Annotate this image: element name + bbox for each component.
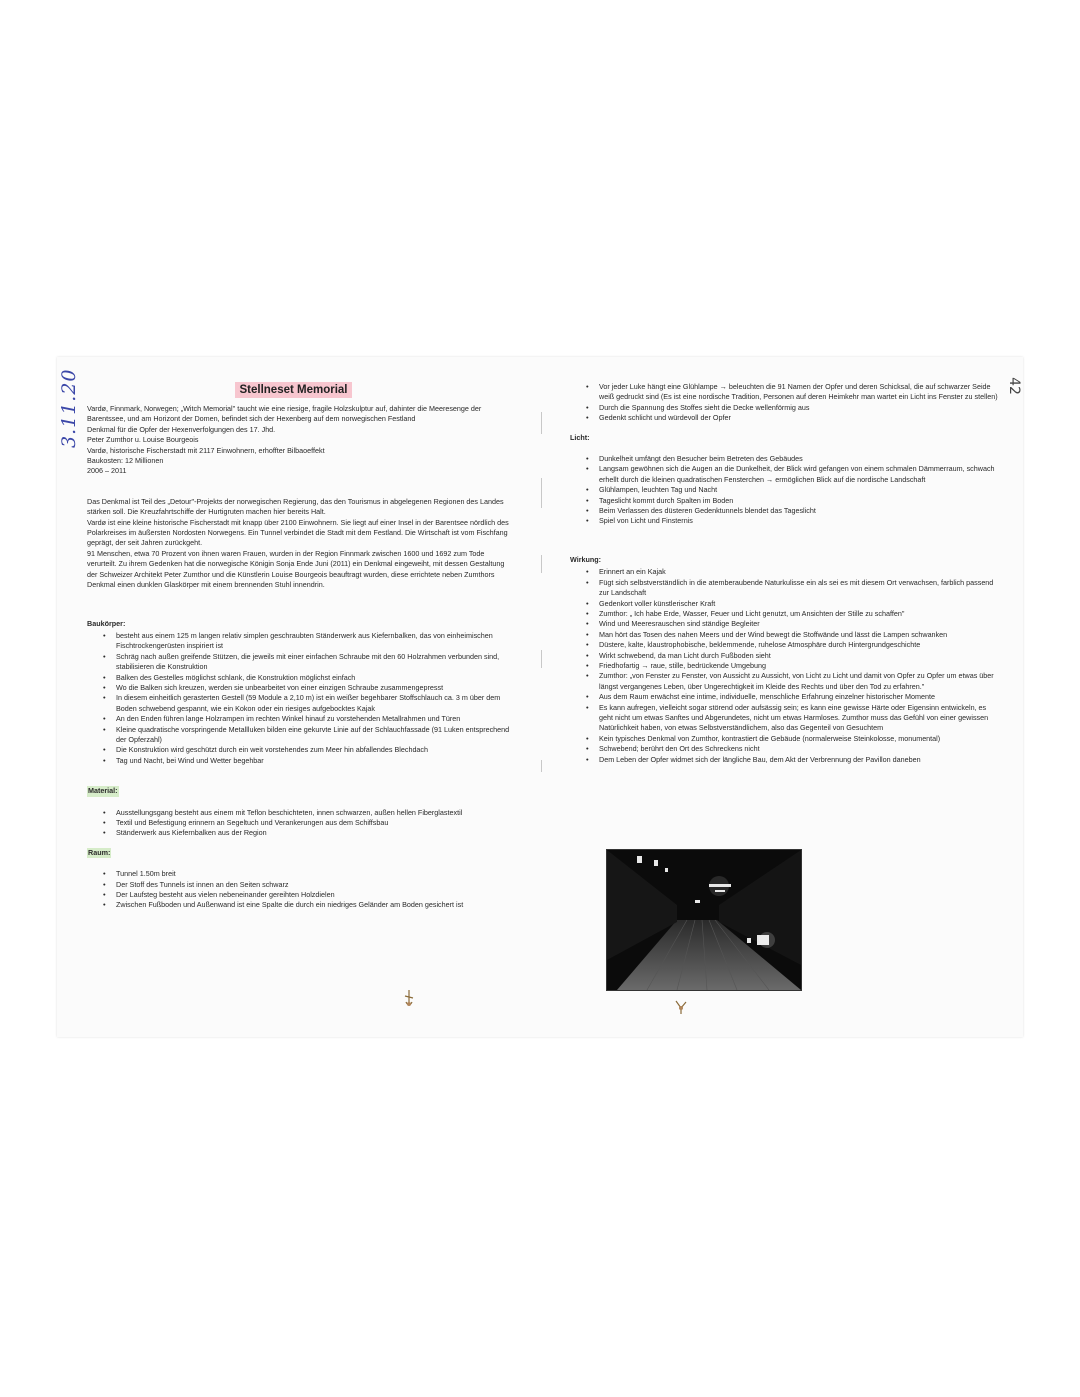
list-item: • Vor jeder Luke hängt eine Glühlampe → beleuchten die 91 Namen der Opfer und deren Schicksal, die auf schwarzer Seide weiß gedruckt sind (Es ist eine nordische Tradition, Personen auf deren Heimkehr man wartet ein Licht ins Fenster zu stellen) (570, 382, 998, 403)
list-item: • Dem Leben der Opfer widmet sich der längliche Bau, dem Akt der Verbrennung der Pavillon daneben (570, 755, 998, 765)
intro-line: Vardø, historische Fischerstadt mit 2117 Einwohnern, erhoffter Bilbaoeffekt (87, 445, 325, 455)
raum-list (87, 869, 512, 911)
list-item: • Langsam gewöhnen sich die Augen an die Dunkelheit, der Blick wird gefangen von einem schmalen Dämmerraum, schwach erhellt durch die kleinen quadratischen Fensterchen → ermöglichen Blick auf die nordische Landschaft (570, 464, 998, 485)
fold-mark (541, 478, 542, 508)
list-item: • Wo die Balken sich kreuzen, werden sie unbearbeitet von einer einzigen Schraube zusammengepresst (87, 683, 512, 693)
fold-mark (541, 650, 542, 668)
list-item: • Gedenkort voller künstlerischer Kraft (570, 599, 998, 609)
list-item: • besteht aus einem 125 m langen relativ simplen geschraubten Ständerwerk aus Kiefernbalken, das von einheimischen Fischtrockengerüsten inspiriert ist (87, 631, 512, 652)
pencil-doodle-icon (672, 998, 690, 1016)
list-item: • Schräg nach außen greifende Stützen, die jeweils mit einer einfachen Schraube mit den 60 Holzrahmen verbunden sind, stabilisieren die Konstruktion (87, 652, 512, 673)
section-heading-licht: Licht: (570, 432, 590, 442)
list-item: • Dunkelheit umfängt den Besucher beim Betreten des Gebäudes (570, 454, 998, 464)
document-title: Stellneset Memorial (235, 382, 351, 398)
list-item: • Beim Verlassen des düsteren Gedenktunnels blendet das Tageslicht (570, 506, 998, 516)
pencil-doodle-icon (400, 988, 418, 1010)
section-heading-baukoerper: Baukörper: (87, 618, 126, 628)
intro-line: Peter Zumthor u. Louise Bourgeois (87, 435, 199, 445)
intro-block (87, 404, 512, 477)
list-item: • Textil und Befestigung erinnern an Segeltuch und Verankerungen aus dem Schiffsbau (87, 818, 512, 828)
fold-mark (541, 412, 542, 434)
list-item: • Die Konstruktion wird geschützt durch ein weit vorstehendes zum Meer hin abfallendes Blechdach (87, 745, 512, 755)
left-column (87, 382, 512, 911)
material-list (87, 808, 512, 839)
body-paragraph: Vardø ist eine kleine historische Fischerstadt mit knapp über 2100 Einwohnern. Sie liegt auf einer Insel in der Barentsee nördlich des Polarkreises im äußersten Nordosten Norwegens. Ein Tunnel verbindet die Stadt mit dem Festland. Die Wirtschaft ist vom Fischfang geprägt, der seit Jahren zurückgeht. (87, 517, 509, 548)
tunnel-interior-photo (606, 849, 802, 991)
list-item: • Spiel von Licht und Finsternis (570, 516, 998, 526)
list-item: • Fügt sich selbstverständlich in die atemberaubende Naturkulisse ein als sei es mit diesem Ort verwachsen, farblich passend zur Landschaft (570, 578, 998, 599)
intro-line: 2006 – 2011 (87, 466, 127, 476)
fold-mark (541, 555, 542, 573)
handwritten-page-number: 42 (1005, 377, 1022, 395)
list-item: • Tunnel 1.50m breit (87, 869, 512, 879)
list-item: • Der Laufsteg besteht aus vielen nebeneinander gereihten Holzdielen (87, 890, 512, 900)
section-heading-raum: Raum: (88, 847, 111, 857)
right-column (570, 382, 998, 765)
title-wrap (87, 382, 512, 398)
list-item: • Glühlampen, leuchten Tag und Nacht (570, 485, 998, 495)
list-item: • Wirkt schwebend, da man Licht durch Fußboden sieht (570, 651, 998, 661)
list-item: • Durch die Spannung des Stoffes sieht die Decke wellenförmig aus (570, 403, 998, 413)
list-item: • Ausstellungsgang besteht aus einem mit Teflon beschichteten, innen schwarzen, außen hellen Fiberglastextil (87, 808, 512, 818)
section-heading-wirkung: Wirkung: (570, 554, 602, 564)
list-item: • Friedhofartig → raue, stille, bedrückende Umgebung (570, 661, 998, 671)
list-item: • Man hört das Tosen des nahen Meers und der Wind bewegt die Stoffwände und lässt die Lampen schwanken (570, 630, 998, 640)
list-item: • Es kann aufregen, vielleicht sogar störend oder aufsässig sein; es kann eine gewisse Härte oder Eigensinn entwickeln, es geht nicht um etwas Sanftes und Abgerundetes, nicht um etwas Harmloses. Zumthor muss das Gefühl von einer gewissen Natürlichkeit haben, von etwas Selbstverständlichem, also das Gegenteil von Gesuchtem (570, 703, 998, 734)
tunnel-photo-graphic (607, 850, 801, 990)
intro-line: Denkmal für die Opfer der Hexenverfolgungen des 17. Jhd. (87, 424, 276, 434)
list-item: • Zwischen Fußboden und Außenwand ist eine Spalte die durch ein niedriges Geländer am Boden gesichert ist (87, 900, 512, 910)
list-item: • Erinnert an ein Kajak (570, 567, 998, 577)
list-item: • Zumthor: „von Fenster zu Fenster, von Aussicht zu Aussicht, von Licht zu Licht und damit von Opfer zu Opfer um etwas über längst vergangenes Leben, über Ungerechtigkeit im Kleide des Rechts und über den Tod zu erfahren." (570, 671, 998, 692)
body-paragraph: Das Denkmal ist Teil des „Detour"-Projekts der norwegischen Regierung, das den Tourismus in abgelegenen Regionen des Landes stärken soll. Die Kreuzfahrtschiffe der Hurtigruten machen hier bereits Halt. (87, 496, 504, 517)
list-item: • Zumthor: „ Ich habe Erde, Wasser, Feuer und Licht genutzt, um Ansichten der Stille zu schaffen" (570, 609, 998, 619)
body-paragraph: 91 Menschen, etwa 70 Prozent von ihnen waren Frauen, wurden in der Region Finnmark zwischen 1600 und 1692 zum Tode verurteilt. Zu ihrem Gedenken hat die norwegische Königin Sonja Ende Juni (2011) ein Denkmal eingeweiht, mit dessen Gestaltung der Schweizer Architekt Peter Zumthor und die Künstlerin Louise Bourgeois beauftragt wurden, diese errichtete neben Zumthors Denkmal einen dunklen Glaskörper mit einem brennenden Stuhl innendrin. (87, 548, 505, 590)
baukoerper-list (87, 631, 512, 766)
section-heading-material: Material: (88, 786, 118, 796)
list-item: • In diesem einheitlich gerasterten Gestell (59 Module a 2,10 m) ist ein weißer begehbarer Stoffschlauch ca. 3 m über dem Boden schwebend gespannt, wie ein Kokon oder ein riesiges aufgebocktes Kajak (87, 693, 512, 714)
list-item: • An den Enden führen lange Holzrampen im rechten Winkel hinauf zu vorstehenden Metallrahmen und Türen (87, 714, 512, 724)
fold-mark (541, 760, 542, 772)
list-item: • Kein typisches Denkmal von Zumthor, kontrastiert die Gebäude (normalerweise Steinkolosse, monumental) (570, 734, 998, 744)
list-item: • Wind und Meeresrauschen sind ständige Begleiter (570, 619, 998, 629)
handwritten-date: 3.11.20 (58, 368, 80, 448)
list-item: • Tageslicht kommt durch Spalten im Boden (570, 496, 998, 506)
intro-list (570, 382, 998, 424)
intro-line: Baukosten: 12 Millionen (87, 456, 164, 466)
licht-list (570, 454, 998, 527)
list-item: • Tag und Nacht, bei Wind und Wetter begehbar (87, 756, 512, 766)
list-item: • Der Stoff des Tunnels ist innen an den Seiten schwarz (87, 880, 512, 890)
list-item: • Aus dem Raum erwächst eine intime, individuelle, menschliche Erfahrung einzelner historischer Momente (570, 692, 998, 702)
wirkung-list (570, 567, 998, 765)
intro-line: Vardø, Finnmark, Norwegen; „Witch Memorial" taucht wie eine riesige, fragile Holzskulptur auf, dahinter die Meeresenge der Barentssee, und am Horizont der Domen, befindet sich der Hexenberg auf dem norwegischen Festland (87, 404, 482, 424)
list-item: • Balken des Gestelles möglichst schlank, die Konstruktion möglichst einfach (87, 673, 512, 683)
list-item: • Gedenkt schlicht und würdevoll der Opfer (570, 413, 998, 423)
list-item: • Schwebend; berührt den Ort des Schreckens nicht (570, 744, 998, 754)
list-item: • Ständerwerk aus Kiefernbalken aus der Region (87, 828, 512, 838)
list-item: • Kleine quadratische vorspringende Metallluken bilden eine gekurvte Linie auf der Schlauchfassade (91 Luken entsprechend der Opferzahl) (87, 725, 512, 746)
list-item: • Düstere, kalte, klaustrophobische, beklemmende, ruhelose Atmosphäre durch Hintergrundgeschichte (570, 640, 998, 650)
